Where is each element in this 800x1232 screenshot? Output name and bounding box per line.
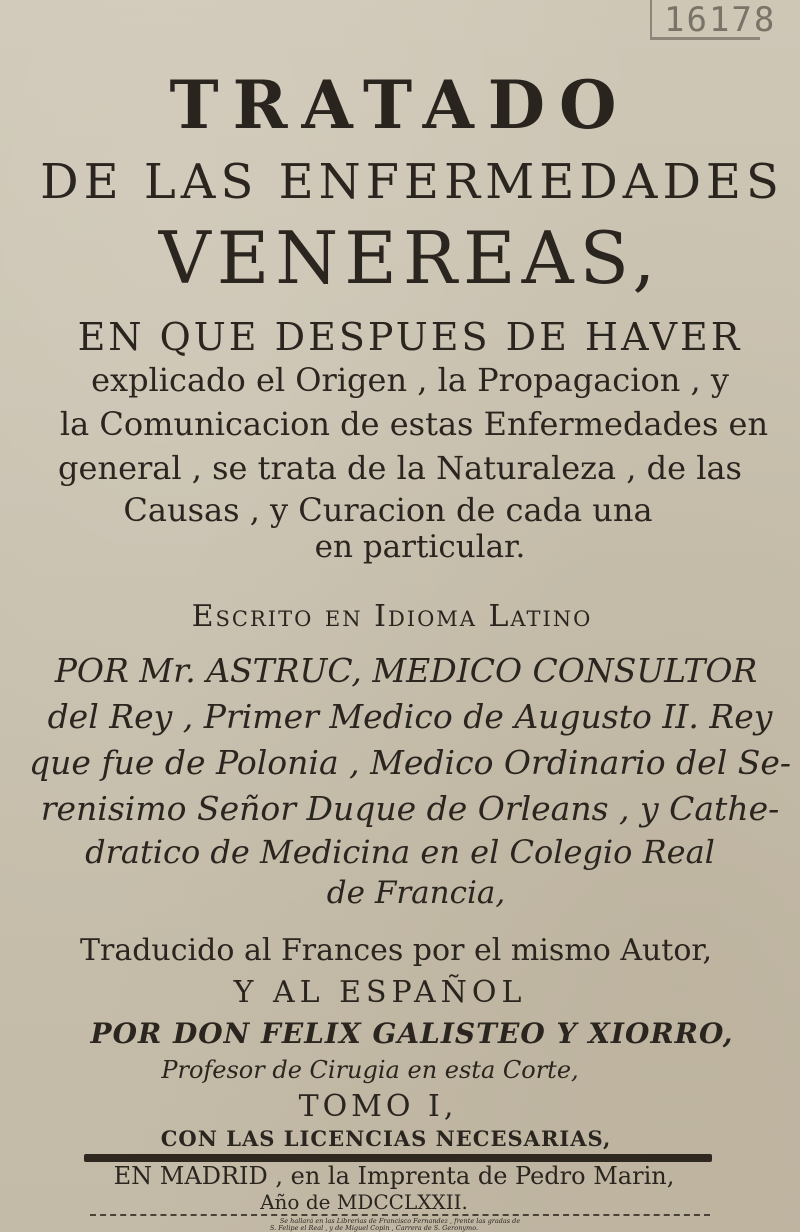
sale-note-line-2: S. Felipe el Real , y de Miguel Copin , Carrera de S. Geronymo. [269, 1224, 479, 1232]
author-line-2: del Rey , Primer Medico de Augusto II. Rey [47, 697, 773, 736]
subtitle-line-5: Causas , y Curacion de cada una [123, 491, 653, 529]
translation-line-1: Traducido al Frances por el mismo Autor, [79, 933, 713, 968]
library-mark: 16178 [650, 0, 760, 40]
translation-line-2: Y AL ESPAÑOL [233, 975, 527, 1010]
author-line-6: de Francia, [326, 875, 506, 911]
volume-label: TOMO I, [298, 1089, 458, 1124]
title-line-2: DE LAS ENFERMEDADES [40, 154, 784, 210]
subtitle-line-6: en particular. [314, 529, 526, 565]
title-line-1: TRATADO [169, 66, 631, 144]
author-line-5: dratico de Medicina en el Colegio Real [85, 833, 715, 871]
translation-line-3: POR DON FELIX GALISTEO Y XIORRO, [90, 1017, 734, 1050]
imprint-line-2: Año de MDCCLXXII. [260, 1190, 468, 1214]
subtitle-line-2: explicado el Origen , la Propagacion , y [91, 361, 729, 399]
title-line-3: VENEREAS, [158, 216, 662, 300]
imprint-line-1: EN MADRID , en la Imprenta de Pedro Marin, [113, 1162, 675, 1190]
imprint-rule [90, 1214, 710, 1216]
sale-note-line-1: Se hallará en las Librerias de Francisco Fernandez , frente las gradas de [279, 1217, 521, 1225]
author-line-4: renisimo Señor Duque de Orleans , y Cathe- [40, 789, 780, 828]
language-note: Escrito en Idioma Latino [191, 599, 593, 634]
ornamental-rule [84, 1154, 712, 1162]
licenses-note: CON LAS LICENCIAS NECESARIAS, [160, 1126, 612, 1151]
subtitle-line-1: EN QUE DESPUES DE HAVER [77, 315, 743, 359]
translation-line-4: Profesor de Cirugia en esta Corte, [161, 1056, 579, 1084]
author-line-3: que fue de Polonia , Medico Ordinario del Se- [28, 743, 792, 782]
subtitle-line-3: la Comunicacion de estas Enfermedades en [59, 405, 769, 443]
subtitle-line-4: general , se trata de la Naturaleza , de las [58, 449, 742, 487]
author-line-1: POR Mr. ASTRUC, MEDICO CONSULTOR [54, 651, 758, 690]
